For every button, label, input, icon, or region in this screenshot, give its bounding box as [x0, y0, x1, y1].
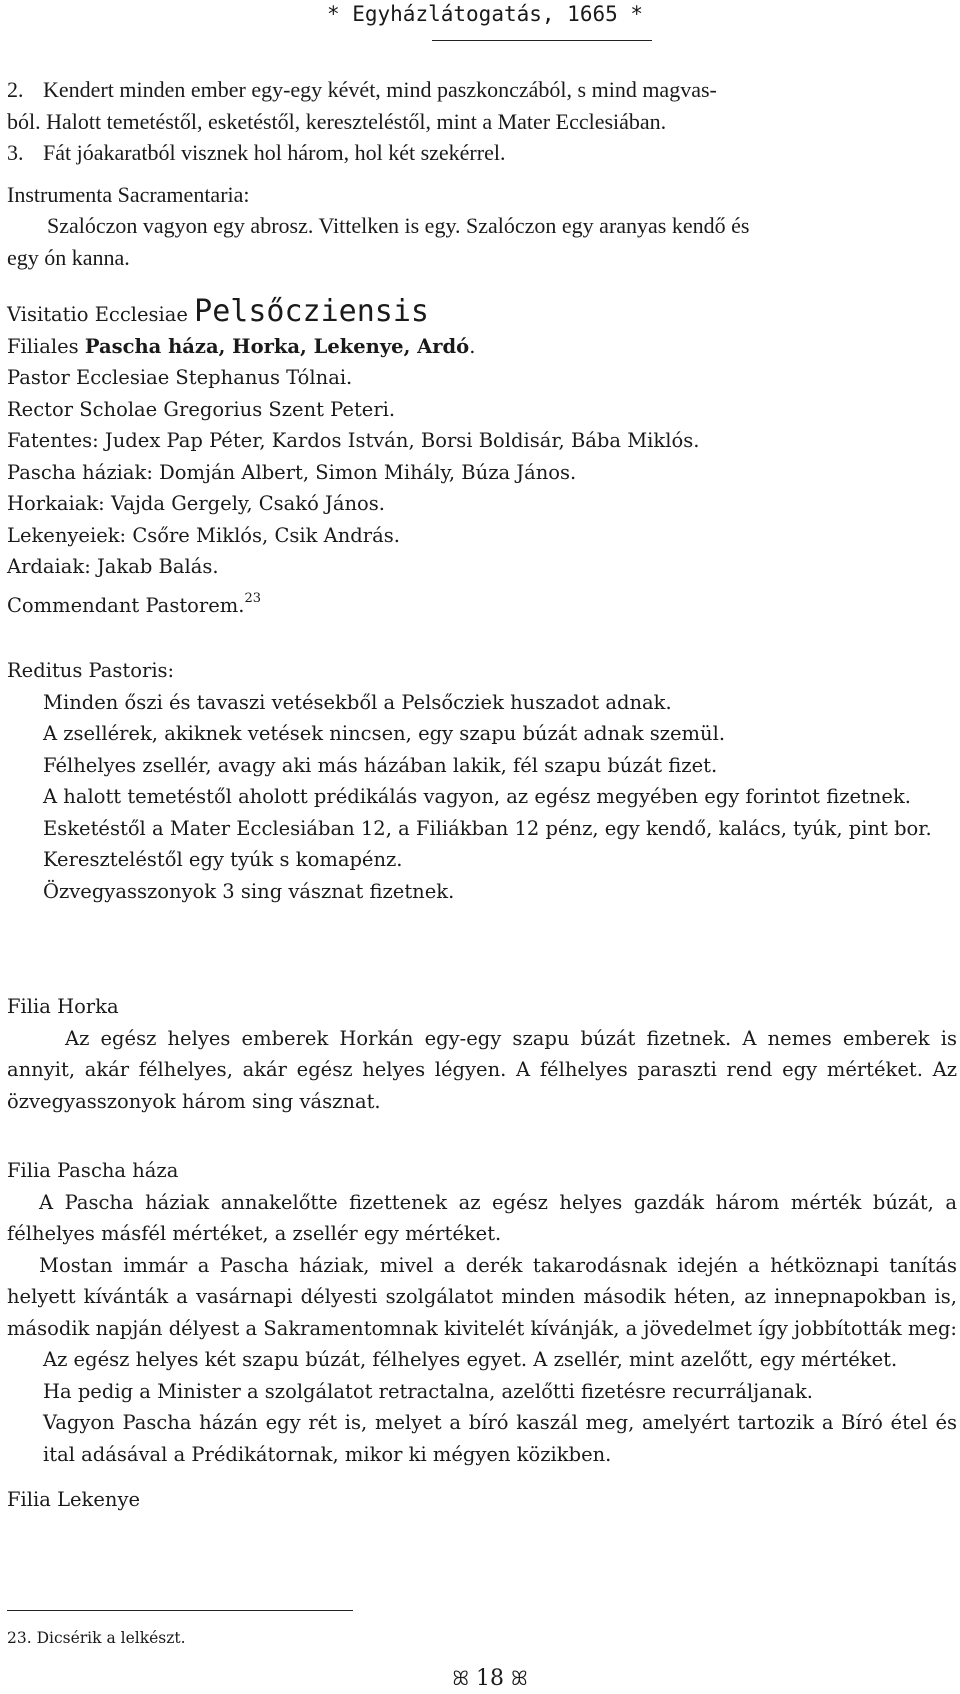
list-item — [7, 750, 957, 782]
item-text: Özvegyasszonyok 3 sing vásznat fizetnek. — [43, 879, 455, 903]
pastor-line: Pastor Ecclesiae Stephanus Tólnai. — [7, 366, 353, 389]
commendant-line: Commendant Pastorem.$^{23}$ — [7, 590, 261, 617]
footnote: 23. Dicsérik a lelkészt. — [7, 1629, 186, 1647]
item-text: A halott temetéstől aholott prédikálás vagyon, az egész megyében egy forintot fizetnek. — [43, 785, 911, 808]
filiales-line: Filiales Pascha háza, Horka, Lekenye, Ardó. — [7, 334, 476, 358]
item-number — [7, 781, 43, 813]
item-text: Az egész helyes két szapu búzát, félhelyes egyet. A zsellér, mint azelőtt, egy mértéket. — [43, 1348, 898, 1371]
list-item — [7, 1376, 957, 1408]
item-number — [7, 750, 43, 782]
instrumenta-line: egy ón kanna. — [7, 244, 130, 270]
item-continuation: ból. Halott temetéstől, esketéstől, kereszteléstől, mint a Mater Ecclesiában. — [7, 108, 667, 134]
item-text: A zsellérek, akiknek vetések nincsen, egy szapu búzát adnak szemül. — [43, 722, 726, 745]
item-text: Esketéstől a Mater Ecclesiában 12, a Filiákban 12 pénz, egy kendő, kalács, tyúk, pint bor. — [43, 816, 932, 840]
item-text: Ha pedig a Minister a szolgálatot retractalna, azelőtti fizetésre recurráljanak. — [43, 1379, 813, 1403]
pascha-list — [7, 1344, 957, 1470]
page-number: ꕤ 18 ꕤ — [452, 1666, 528, 1691]
item-number — [7, 718, 43, 750]
list-item — [7, 1407, 957, 1470]
item-number — [7, 687, 43, 719]
ornament-right-icon: ꕤ — [511, 1666, 528, 1690]
horkaiak-line: Horkaiak: Vajda Gergely, Csakó János. — [7, 492, 386, 515]
horka-paragraph: Az egész helyes emberek Horkán egy-egy szapu búzát fizetnek. A nemes emberek is annyit, akár félhelyes, akár egész helyes légyen. A félhelyes paraszti rend egy mértéket. Az özvegyasszonyok három sing vásznat. — [7, 1026, 957, 1113]
visitatio-section — [7, 296, 957, 621]
item-number — [7, 1376, 43, 1408]
lekenyeiek-line: Lekenyeiek: Csőre Miklós, Csik András. — [7, 523, 400, 547]
list-item — [7, 1344, 957, 1376]
item-number — [7, 876, 43, 908]
list-item — [7, 844, 957, 876]
instrumenta-line: Szalóczon vagyon egy abrosz. Vittelken is egy. Szalóczon egy aranyas kendő és — [47, 213, 750, 238]
reditus-list — [7, 687, 957, 908]
item-text: Vagyon Pascha házán egy rét is, melyet a bíró kaszál meg, amelyért tartozik a Bíró étel és ital adásával a Prédikátornak, mikor ki mégyen közikben. — [43, 1411, 957, 1466]
pascha-haza-heading: Filia Pascha háza — [7, 1159, 179, 1182]
parish-name: Pelsőcziensis — [194, 294, 429, 329]
reditus-heading: Reditus Pastoris: — [7, 659, 175, 682]
footnote-rule — [7, 1610, 353, 1611]
list-item — [7, 687, 957, 719]
filiales-names: Pascha háza, Horka, Lekenye, Ardó — [84, 334, 470, 358]
item-number: 2. — [7, 77, 24, 102]
lekenye-heading: Filia Lekenye — [7, 1488, 141, 1511]
item-number — [7, 844, 43, 876]
ornament-left-icon: ꕤ — [452, 1666, 469, 1690]
item-number — [7, 1344, 43, 1376]
item-text: Félhelyes zsellér, avagy aki más házában lakik, fél szapu búzát fizet. — [43, 753, 718, 777]
list-item — [7, 813, 957, 845]
item-text: Fát jóakaratból visznek hol három, hol két szekérrel. — [43, 140, 506, 165]
pascha-line: Pascha háziak: Domján Albert, Simon Mihály, Búza János. — [7, 460, 577, 484]
ardaiak-line: Ardaiak: Jakab Balás. — [7, 555, 219, 578]
reditus-section — [7, 655, 957, 907]
visitatio-title: Visitatio Ecclesiae Pelsőcziensis — [7, 294, 429, 329]
footnote-ref: 23 — [244, 590, 261, 606]
list-item — [7, 137, 957, 169]
rector-line: Rector Scholae Gregorius Szent Peteri. — [7, 397, 396, 421]
item-text: Kereszteléstől egy tyúk s komapénz. — [43, 848, 403, 871]
instrumenta-heading: Instrumenta Sacramentaria: — [7, 181, 250, 207]
list-item — [7, 876, 957, 908]
horka-heading: Filia Horka — [7, 995, 119, 1018]
horka-section — [7, 991, 957, 1117]
list-item — [7, 718, 957, 750]
pascha-haza-paragraph: A Pascha háziak annakelőtte fizettenek az egész helyes gazdák három mérték búzát, a félhelyes másfél mértéket, a zsellér egy mértéket. — [7, 1190, 957, 1245]
header-rule — [432, 40, 652, 41]
running-header: * Egyházlátogatás, 1665 * — [326, 2, 644, 26]
pascha-haza-section — [7, 1155, 957, 1516]
list-item — [7, 781, 957, 813]
item-number: 3. — [7, 140, 24, 165]
list-item — [7, 74, 957, 106]
pascha-haza-paragraph: Mostan immár a Pascha háziak, mivel a derék takarodásnak idején a hétköznapi tanítás helyett kívánták a vasárnapi délyesti szolgálatot minden második héten, az innepnapokban is, második napján délyest a Sakramentomnak kivitelét kívánják, a jövedelmet így jobbították meg: — [7, 1253, 957, 1340]
item-text: Kendert minden ember egy-egy kévét, mind paszkonczából, s mind magvas- — [43, 77, 717, 102]
fatentes-line: Fatentes: Judex Pap Péter, Kardos István, Borsi Boldisár, Bába Miklós. — [7, 429, 700, 452]
item-number — [7, 813, 43, 845]
top-section — [7, 74, 957, 273]
item-text: Minden őszi és tavaszi vetésekből a Pelsőcziek huszadot adnak. — [43, 690, 672, 714]
item-number — [7, 1407, 43, 1439]
